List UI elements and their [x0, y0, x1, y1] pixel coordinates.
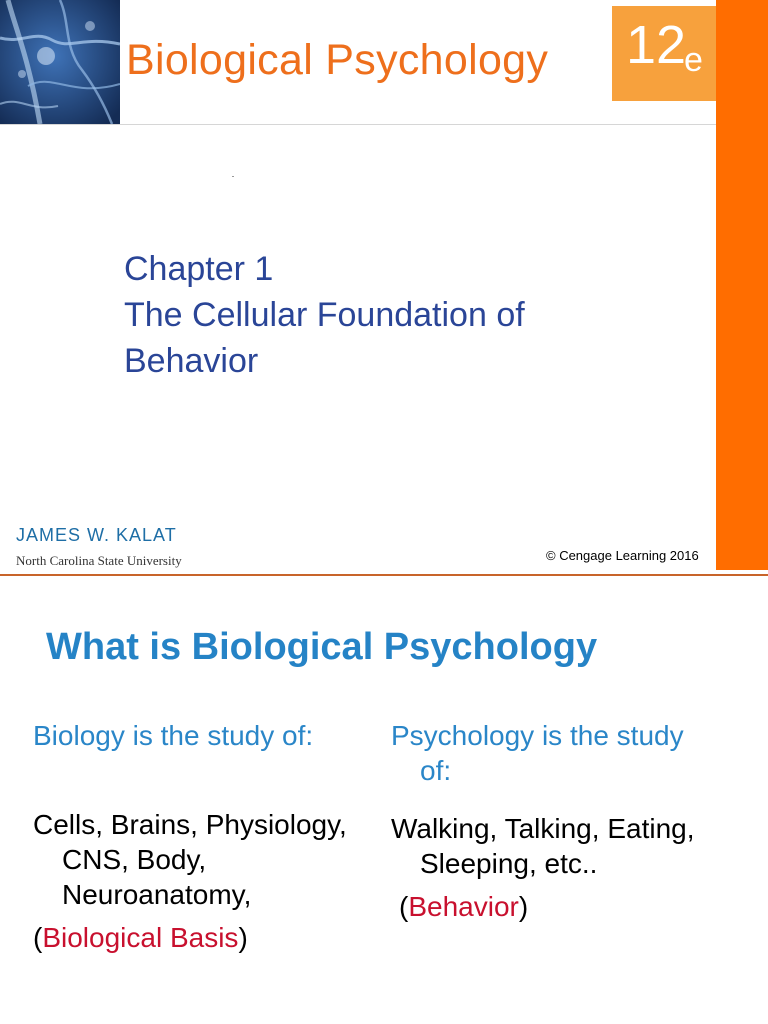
- paren-close: ): [238, 922, 248, 953]
- chapter-title: [124, 246, 684, 384]
- biology-basis-note: [33, 920, 378, 955]
- paren-open: (: [33, 922, 43, 953]
- psychology-column: [391, 718, 721, 924]
- biology-column: [33, 718, 378, 955]
- edition-suffix: e: [684, 41, 703, 79]
- neuron-cover-image: [0, 0, 120, 124]
- chapter-title-line: Chapter 1: [124, 250, 274, 288]
- copyright-notice: © Cengage Learning 2016: [546, 548, 699, 563]
- author-name: JAMES W. KALAT: [16, 525, 177, 545]
- chapter-title-line: The Cellular Foundation of: [124, 296, 525, 334]
- paren-close: ): [518, 891, 529, 922]
- biological-basis-highlight: Biological Basis: [42, 922, 239, 953]
- slide-separator: [0, 574, 768, 576]
- stray-mark: [232, 176, 234, 177]
- biology-column-body: Cells, Brains, Physiology, CNS, Body, Neuroanatomy,: [33, 809, 347, 910]
- book-title: Biological Psychology: [126, 36, 549, 84]
- behavior-highlight: Behavior: [408, 891, 519, 922]
- header-divider: [0, 124, 716, 125]
- edition-number: 12: [626, 15, 687, 75]
- author-affiliation: North Carolina State University: [16, 553, 182, 568]
- psychology-column-body: Walking, Talking, Eating, Sleeping, etc..: [391, 813, 695, 879]
- edition-badge: [612, 6, 716, 101]
- biology-column-heading: Biology is the study of:: [33, 720, 314, 751]
- paren-open: (: [399, 891, 409, 922]
- chapter-title-line: Behavior: [124, 342, 259, 380]
- side-accent-bar: [716, 0, 768, 570]
- slide-heading: What is Biological Psychology: [46, 626, 598, 668]
- behavior-note: [391, 889, 721, 924]
- psychology-column-heading: Psychology is the study of:: [391, 720, 684, 786]
- neuron-illustration-icon: [0, 0, 120, 124]
